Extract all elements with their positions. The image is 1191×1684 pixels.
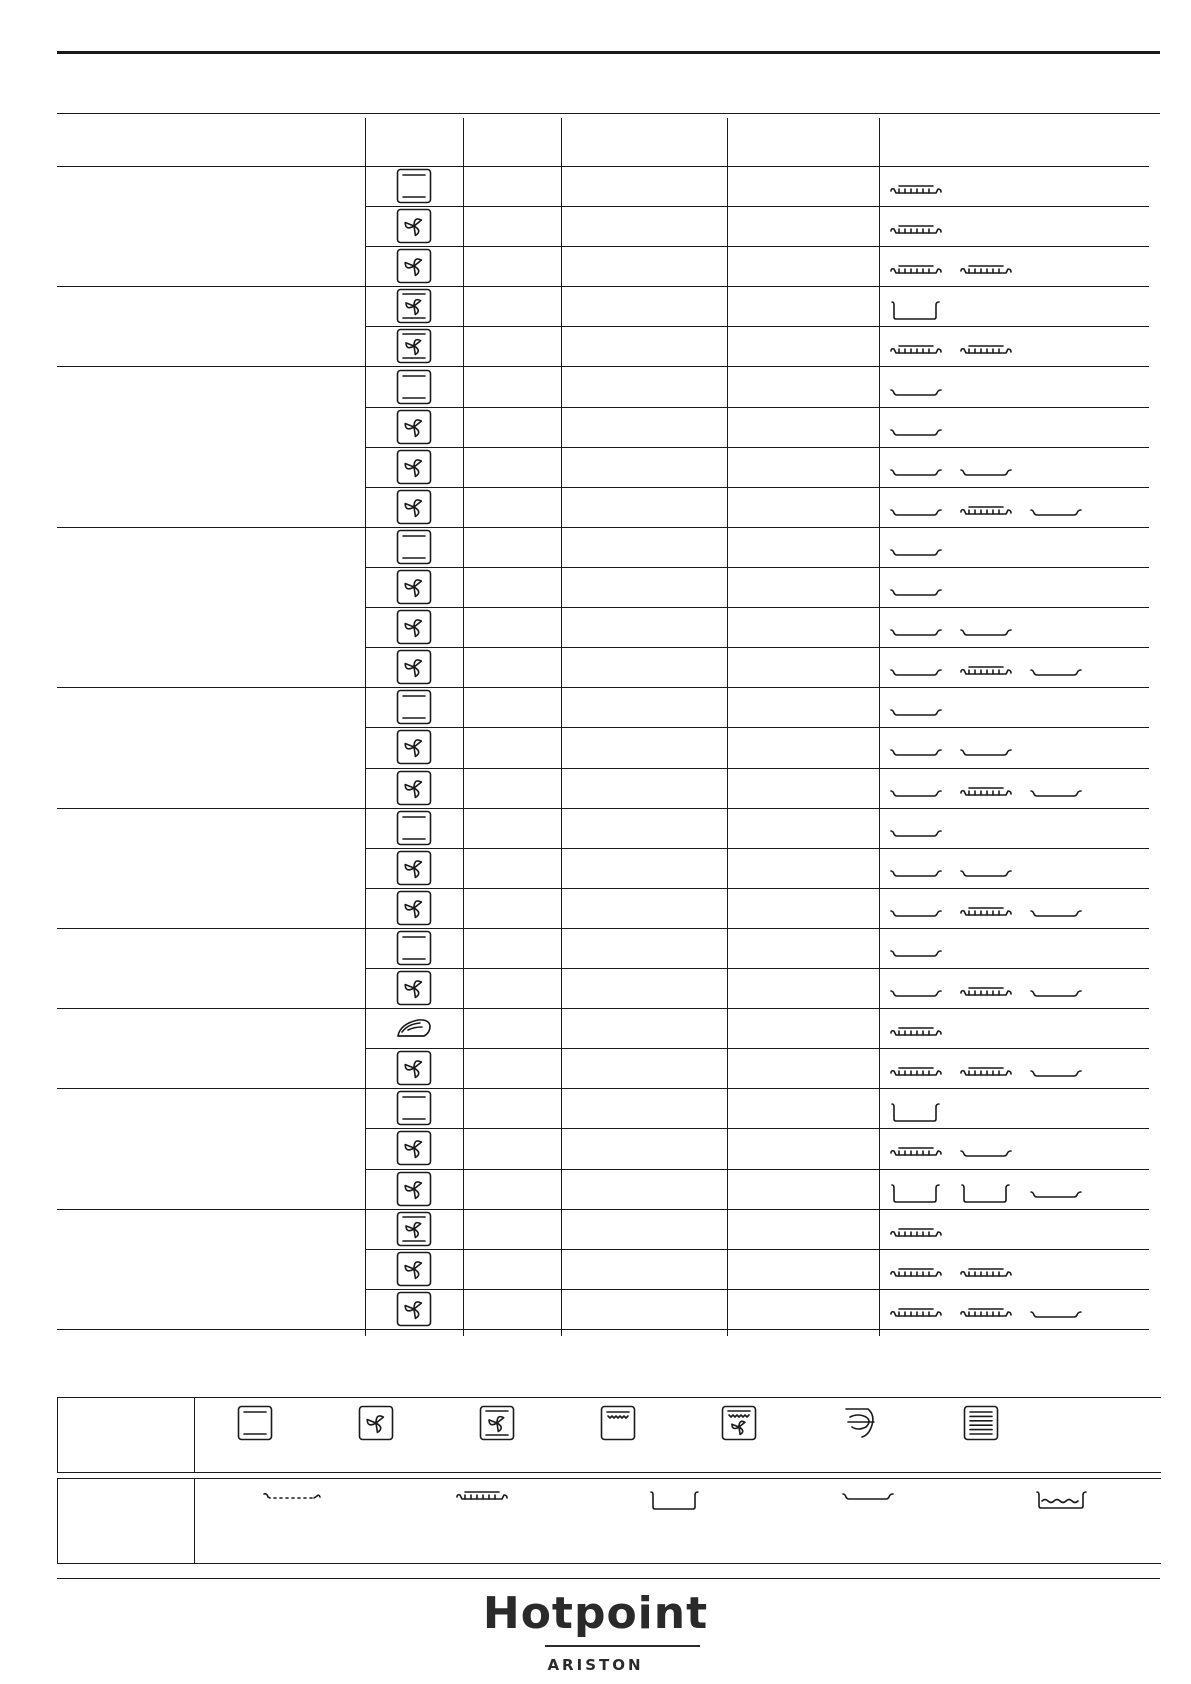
legend-wire-shelf-tray-icon [455,1489,509,1508]
conventional-icon [396,168,432,209]
wire-shelf-tray-icon [889,223,943,242]
row-rule [365,607,1149,608]
row-rule [365,727,1149,728]
legend-fan-icon [358,1405,394,1446]
legend-divider [194,1479,195,1563]
row-rule [365,968,1149,969]
fan-icon [396,609,432,650]
baking-tray-icon [889,425,943,443]
conventional-icon [396,689,432,730]
group-rule [57,1088,1149,1089]
baking-tray-icon [889,786,943,804]
row-rule [365,567,1149,568]
wire-shelf-tray-icon [959,985,1013,1004]
legend-baking-tray-icon [841,1489,895,1507]
baking-tray-icon [889,585,943,603]
wire-shelf-tray-icon [889,263,943,282]
baking-tray-icon [959,745,1013,763]
deep-pan-icon [889,299,943,326]
row-rule [365,848,1149,849]
wire-shelf-tray-icon [959,905,1013,924]
fan-icon [396,770,432,811]
fan-icon [396,1050,432,1091]
deep-pan-icon [959,1182,1013,1209]
fan-icon [396,729,432,770]
conventional-icon [396,369,432,410]
baking-tray-icon [1029,505,1083,523]
group-rule [57,366,1149,367]
fan-heat-icon [396,1211,432,1252]
conventional-icon [396,529,432,570]
fan-icon [396,1130,432,1171]
fan-icon [396,489,432,530]
group-rule [57,808,1149,809]
wire-shelf-tray-icon [889,1065,943,1084]
legend-water-tray-icon [1034,1489,1090,1516]
pizza-icon [396,1016,432,1045]
wire-shelf-tray-icon [959,504,1013,523]
fan-icon [396,409,432,450]
row-rule [365,1169,1149,1170]
legend-conventional-icon [237,1405,273,1446]
row-rule [365,768,1149,769]
baking-tray-icon [889,986,943,1004]
wire-shelf-tray-icon [889,1025,943,1044]
conventional-icon [396,1090,432,1131]
baking-tray-icon [889,625,943,643]
wire-shelf-tray-icon [889,183,943,202]
row-rule [365,1128,1149,1129]
group-rule [57,1008,1149,1009]
legend-accessories-row [57,1478,1161,1564]
baking-tray-icon [889,385,943,403]
baking-tray-icon [1029,1066,1083,1084]
baking-tray-icon [1029,986,1083,1004]
baking-tray-icon [959,625,1013,643]
wire-shelf-tray-icon [889,1145,943,1164]
baking-tray-icon [889,465,943,483]
row-rule [365,206,1149,207]
conventional-icon [396,930,432,971]
legend-deep-pan-icon [648,1489,702,1516]
baking-tray-icon [889,545,943,563]
fan-icon [396,449,432,490]
baking-tray-icon [889,745,943,763]
fan-icon [396,970,432,1011]
fan-icon [396,890,432,931]
deep-pan-icon [889,1101,943,1128]
row-rule [365,647,1149,648]
recipe-table [57,113,1149,1336]
legend-divider [194,1398,195,1472]
group-rule [57,928,1149,929]
wire-shelf-tray-icon [959,1266,1013,1285]
baking-tray-icon [889,826,943,844]
baking-tray-icon [1029,1307,1083,1325]
wire-shelf-tray-icon [889,1306,943,1325]
logo-brand: Hotpoint [482,1588,709,1639]
baking-tray-icon [1029,906,1083,924]
top-rule [57,51,1160,54]
fan-icon [396,569,432,610]
wire-shelf-tray-icon [959,785,1013,804]
row-rule [365,1249,1149,1250]
baking-tray-icon [1029,786,1083,804]
fan-icon [396,649,432,690]
legend-fan-heat-icon [479,1405,515,1446]
deep-pan-icon [889,1182,943,1209]
row-rule [365,246,1149,247]
group-rule [57,286,1149,287]
row-rule [365,326,1149,327]
fan-icon [396,1291,432,1332]
baking-tray-icon [889,906,943,924]
legend-fan-grill-icon [721,1405,757,1446]
header-bottom-rule [57,166,1149,167]
baking-tray-icon [959,465,1013,483]
group-rule [57,1209,1149,1210]
baking-tray-icon [1029,1187,1083,1205]
legend-wire-shelf-icon [262,1489,322,1508]
fan-icon [396,248,432,289]
legend-rotisserie-icon [842,1405,878,1446]
row-rule [365,1048,1149,1049]
baking-tray-icon [889,705,943,723]
group-rule [57,687,1149,688]
baking-tray-icon [889,665,943,683]
logo-subbrand: ARISTON [547,1656,644,1674]
wire-shelf-tray-icon [959,664,1013,683]
baking-tray-icon [1029,665,1083,683]
baking-tray-icon [959,866,1013,884]
wire-shelf-tray-icon [959,1065,1013,1084]
wire-shelf-tray-icon [959,343,1013,362]
row-rule [365,487,1149,488]
conventional-icon [396,810,432,851]
fan-icon [396,1171,432,1212]
baking-tray-icon [889,866,943,884]
fan-heat-icon [396,328,432,369]
fan-icon [396,1251,432,1292]
wire-shelf-tray-icon [959,1306,1013,1325]
baking-tray-icon [889,946,943,964]
fan-heat-icon [396,288,432,329]
row-rule [365,888,1149,889]
fan-icon [396,208,432,249]
brand-logo [0,1578,1191,1678]
fan-icon [396,850,432,891]
group-rule [57,1329,1149,1330]
baking-tray-icon [959,1146,1013,1164]
row-rule [365,1289,1149,1290]
legend-table [57,1397,1160,1565]
wire-shelf-tray-icon [889,1266,943,1285]
wire-shelf-tray-icon [959,263,1013,282]
wire-shelf-tray-icon [889,1226,943,1245]
row-rule [365,447,1149,448]
group-rule [57,527,1149,528]
row-rule [365,407,1149,408]
legend-grill-icon [600,1405,636,1446]
logo-rule [545,1645,700,1647]
legend-menu-icon [963,1405,999,1446]
wire-shelf-tray-icon [889,343,943,362]
baking-tray-icon [889,505,943,523]
